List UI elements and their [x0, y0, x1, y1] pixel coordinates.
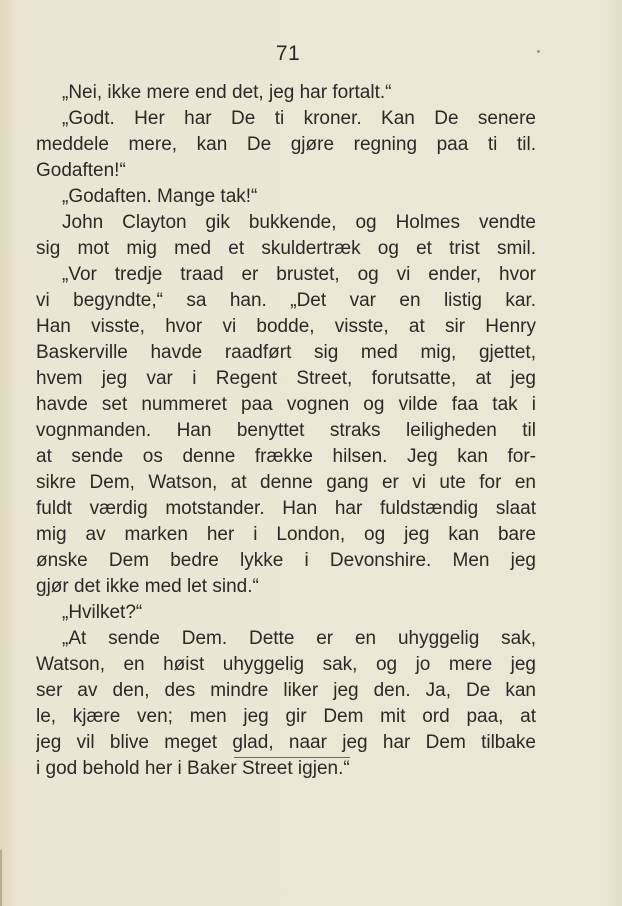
- text-line: vi begyndte,“ sa han. „Det var en listig kar.: [36, 290, 536, 311]
- text-line: sikre Dem, Watson, at denne gang er vi ute for en: [36, 472, 536, 493]
- text-line: ser av den, des mindre liker jeg den. Ja, De kan: [36, 680, 536, 701]
- text-line: John Clayton gik bukkende, og Holmes vendte: [62, 212, 536, 233]
- text-line: i god behold her i Baker Street igjen.“: [36, 758, 350, 779]
- text-line: Godaften!“: [36, 160, 126, 181]
- text-line: meddele mere, kan De gjøre regning paa ti til.: [36, 134, 536, 155]
- text-line: Watson, en høist uhyggelig sak, og jo mere jeg: [36, 654, 536, 675]
- text-line: vognmanden. Han benyttet straks leiligheden til: [36, 420, 536, 441]
- page-edge-shadow: [0, 850, 2, 906]
- text-line: „At sende Dem. Dette er en uhyggelig sak,: [62, 628, 536, 649]
- text-line: gjør det ikke med let sind.“: [36, 576, 259, 597]
- text-line: ønske Dem bedre lykke i Devonshire. Men jeg: [36, 550, 536, 571]
- text-line: fuldt værdig motstander. Han har fuldstændig slaat: [36, 498, 536, 519]
- text-line: „Vor tredje traad er brustet, og vi ender, hvor: [62, 264, 536, 285]
- section-divider: [234, 757, 350, 758]
- page-number: 71: [275, 42, 301, 65]
- text-line: havde set nummeret paa vognen og vilde faa tak i: [36, 394, 536, 415]
- text-line: „Godt. Her har De ti kroner. Kan De senere: [62, 108, 536, 129]
- text-line: „Nei, ikke mere end det, jeg har fortalt.“: [62, 82, 392, 103]
- body-text: [36, 80, 536, 782]
- text-line: Baskerville havde raadført sig med mig, gjettet,: [36, 342, 536, 363]
- text-line: at sende os denne frække hilsen. Jeg kan for-: [36, 446, 536, 467]
- text-line: hvem jeg var i Regent Street, forutsatte, at jeg: [36, 368, 536, 389]
- text-line: le, kjære ven; men jeg gir Dem mit ord paa, at: [36, 706, 536, 727]
- text-line: „Godaften. Mange tak!“: [62, 186, 258, 207]
- text-line: Han visste, hvor vi bodde, visste, at sir Henry: [36, 316, 536, 337]
- text-line: jeg vil blive meget glad, naar jeg har Dem tilbake: [36, 732, 536, 753]
- text-line: „Hvilket?“: [62, 602, 143, 623]
- text-line: sig mot mig med et skuldertræk og et trist smil.: [36, 238, 536, 259]
- text-line: mig av marken her i London, og jeg kan bare: [36, 524, 536, 545]
- print-speck: [537, 50, 540, 53]
